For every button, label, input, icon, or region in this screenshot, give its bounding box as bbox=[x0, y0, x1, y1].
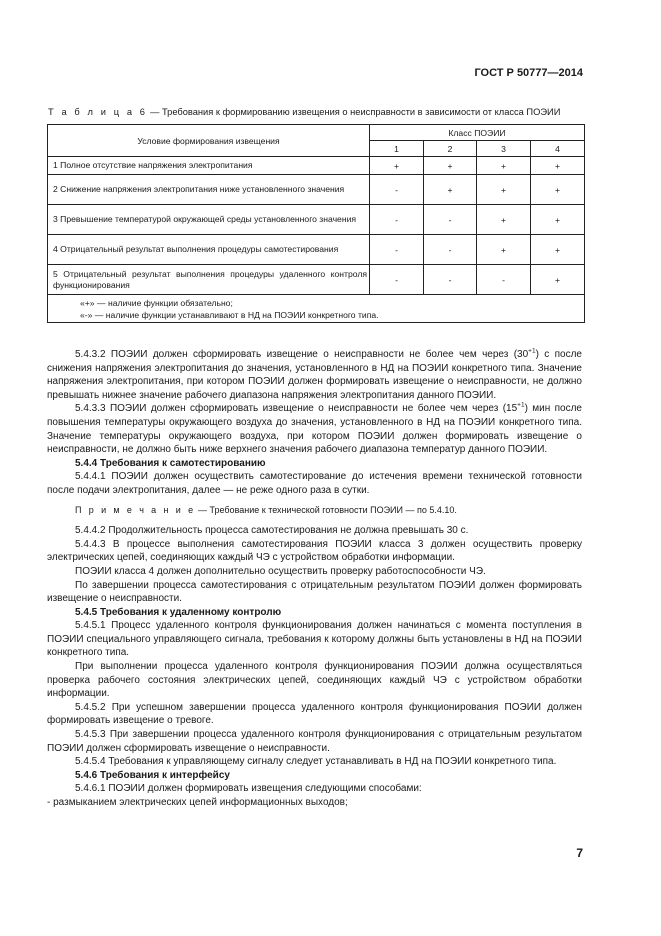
cell-value: + bbox=[477, 157, 531, 175]
cell-value: - bbox=[477, 265, 531, 295]
paragraph: По завершении процесса самотестирования с отрицательным результатом ПОЭИИ должен формировать извещение о неисправности. bbox=[47, 579, 582, 605]
cell-value: - bbox=[424, 235, 477, 265]
paragraph: 5.4.4.2 Продолжительность процесса самотестирования не должна превышать 30 с. bbox=[75, 525, 469, 537]
note bbox=[47, 504, 582, 518]
class-number: 2 bbox=[424, 141, 477, 157]
cell-value: + bbox=[531, 157, 585, 175]
paragraph: При выполнении процесса удаленного контроля функционирования ПОЭИИ должна осуществляться проверка рабочего состояния электрических цепей, соединяющих каждый ЧЭ с устройством обработки информации. bbox=[47, 661, 582, 700]
cell-value: + bbox=[424, 157, 477, 175]
paragraph: 5.4.6.1 ПОЭИИ должен формировать извещения следующими способами: bbox=[75, 783, 422, 795]
standard-number: ГОСТ Р 50777—2014 bbox=[474, 67, 583, 79]
paragraph: 5.4.5.1 Процесс удаленного контроля функционирования должен начинаться с момента поступления в ПОЭИИ специального управляющего сигнала, требования к которому должны быть установлены в НД на ПОЭИИ конкретного типа. bbox=[47, 620, 582, 659]
cell-value: + bbox=[531, 205, 585, 235]
class-number: 4 bbox=[531, 141, 585, 157]
page-number: 7 bbox=[576, 846, 583, 860]
paragraph-text: ) мин после повышения температуры окружающего воздуха до значения, установленного в НД на ПОЭИИ конкретного типа. Значение температуры окружающего воздуха, при котором ПОЭИИ должен формировать извещение о неисправности, не должно быть ниже верхнего значения рабочего диапазона температур данного ПОЭИИ. bbox=[47, 403, 582, 456]
paragraph-text: ) с после снижения напряжения электропитания до значения, установленного в НД на ПОЭИИ конкретного типа. Значение напряжения электропитания, при котором ПОЭИИ должен формировать извещение о неисправности, не должно превышать нижнее значение рабочего диапазона напряжения электропитания данного ПОЭИИ. bbox=[47, 349, 582, 401]
class-number: 3 bbox=[477, 141, 531, 157]
cell-value: - bbox=[370, 205, 424, 235]
row-condition: 5 Отрицательный результат выполнения процедуры удаленного контроля функционирования bbox=[48, 265, 370, 295]
paragraph: 5.4.4.1 ПОЭИИ должен осуществить самотестирование до истечения времени технической готовности после подачи электропитания, далее — не реже одного раза в сутки. bbox=[47, 471, 582, 496]
table-row bbox=[48, 235, 585, 265]
table-row bbox=[48, 175, 585, 205]
table-caption bbox=[48, 107, 560, 117]
section-heading: 5.4.4 Требования к самотестированию bbox=[75, 457, 266, 469]
paragraph-text: 5.4.3.2 ПОЭИИ должен сформировать извещение о неисправности не более чем через (30 bbox=[75, 349, 529, 360]
row-condition: 4 Отрицательный результат выполнения процедуры самотестирования bbox=[48, 235, 370, 265]
requirements-table bbox=[47, 124, 585, 323]
paragraph bbox=[47, 348, 582, 402]
cell-value: - bbox=[424, 265, 477, 295]
note-minus: «-» — наличие функции устанавливают в НД на ПОЭИИ конкретного типа. bbox=[80, 309, 379, 320]
document-body bbox=[47, 348, 582, 810]
paragraph: 5.4.5.3 При завершении процесса удаленного контроля функционирования с отрицательным результатом ПОЭИИ должен сформировать извещение о неисправности. bbox=[47, 729, 582, 754]
cell-value: - bbox=[370, 235, 424, 265]
paragraph: ПОЭИИ класса 4 должен дополнительно осуществить проверку работоспособности ЧЭ. bbox=[75, 565, 486, 577]
note-label: П р и м е ч а н и е bbox=[75, 504, 196, 515]
superscript: +1 bbox=[528, 347, 536, 355]
row-condition: 2 Снижение напряжения электропитания ниже установленного значения bbox=[48, 175, 370, 205]
cell-value: + bbox=[424, 175, 477, 205]
row-condition: 3 Превышение температурой окружающей среды установленного значения bbox=[48, 205, 370, 235]
header-class: Класс ПОЭИИ bbox=[370, 125, 585, 141]
cell-value: + bbox=[531, 175, 585, 205]
note-text: — Требование к технической готовности ПОЭИИ — по 5.4.10. bbox=[195, 504, 457, 515]
paragraph: 5.4.5.4 Требования к управляющему сигналу следует устанавливать в НД на ПОЭИИ конкретного типа. bbox=[75, 756, 557, 768]
note-plus: «+» — наличие функции обязательно; bbox=[80, 297, 233, 308]
cell-value: - bbox=[370, 265, 424, 295]
cell-value: + bbox=[370, 157, 424, 175]
table-row bbox=[48, 265, 585, 295]
paragraph: 5.4.5.2 При успешном завершении процесса удаленного контроля функционирования ПОЭИИ должен формировать извещение о тревоге. bbox=[47, 701, 582, 727]
cell-value: + bbox=[477, 205, 531, 235]
table-row bbox=[48, 205, 585, 235]
header-condition: Условие формирования извещения bbox=[48, 125, 370, 157]
paragraph bbox=[47, 402, 582, 456]
table-caption-text: — Требования к формированию извещения о неисправности в зависимости от класса ПОЭИИ bbox=[147, 107, 561, 117]
list-item: - размыканием электрических цепей информационных выходов; bbox=[47, 797, 348, 808]
section-heading: 5.4.5 Требования к удаленному контролю bbox=[75, 606, 282, 618]
row-condition: 1 Полное отсутствие напряжения электропитания bbox=[48, 157, 370, 175]
table-row bbox=[48, 157, 585, 175]
class-number: 1 bbox=[370, 141, 424, 157]
table-caption-label: Т а б л и ц а 6 bbox=[48, 107, 148, 117]
cell-value: + bbox=[531, 265, 585, 295]
paragraph-text: 5.4.3.3 ПОЭИИ должен сформировать извещение о неисправности не более чем через (15 bbox=[75, 403, 518, 415]
section-heading: 5.4.6 Требования к интерфейсу bbox=[75, 769, 230, 781]
table-notes bbox=[48, 295, 585, 323]
cell-value: - bbox=[370, 175, 424, 205]
cell-value: - bbox=[424, 205, 477, 235]
paragraph: 5.4.4.3 В процессе выполнения самотестирования ПОЭИИ класса 3 должен осуществить проверку электрических цепей, соединяющих каждый ЧЭ с устройством обработки информации. bbox=[47, 538, 582, 564]
superscript: +1 bbox=[517, 402, 525, 410]
cell-value: + bbox=[477, 175, 531, 205]
cell-value: + bbox=[477, 235, 531, 265]
cell-value: + bbox=[531, 235, 585, 265]
